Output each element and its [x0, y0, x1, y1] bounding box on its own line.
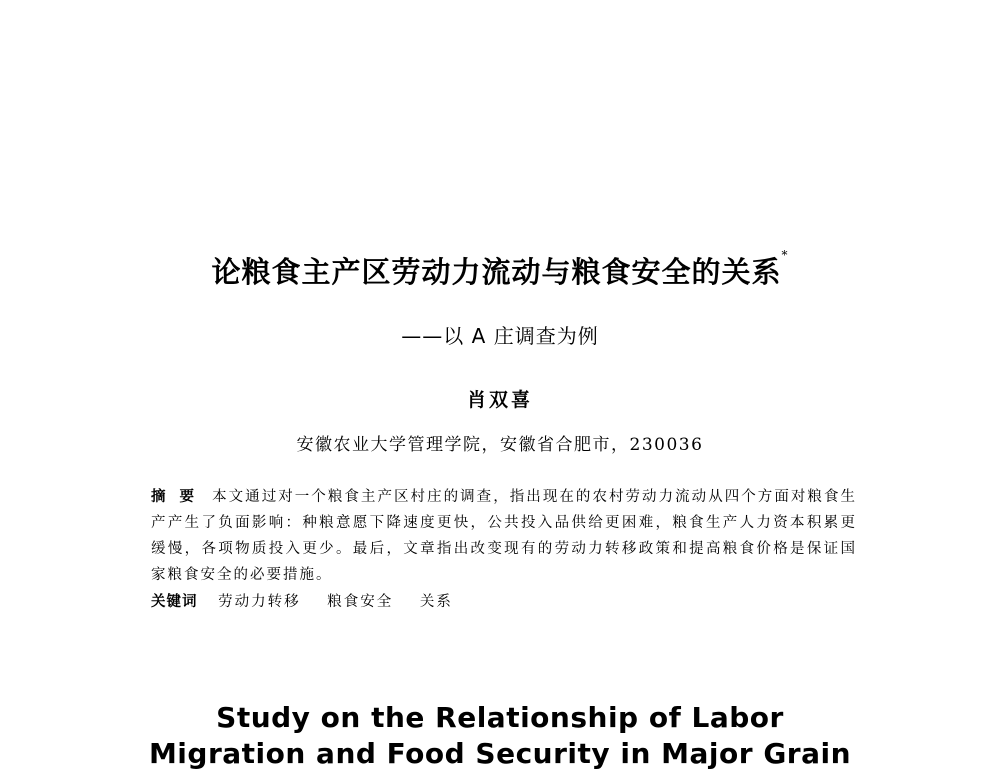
- title-footnote-mark: *: [781, 248, 789, 262]
- keyword-item: 粮食安全: [327, 594, 394, 610]
- abstract-text: 本文通过对一个粮食主产区村庄的调查，指出现在的农村劳动力流动从四个方面对粮食生产产生了负面影响：种粮意愿下降速度更快，公共投入品供给更困难，粮食生产人力资本积累更缓慢，各项物质投入更少。最后，文章指出改变现有的劳动力转移政策和提高粮食价格是保证国家粮食安全的必要措施。: [151, 489, 857, 583]
- chinese-subtitle: ——以 A 庄调查为例: [401, 324, 599, 348]
- chinese-title-text: 论粮食主产区劳动力流动与粮食安全的关系: [211, 255, 782, 289]
- english-title-line: Study on the Relationship of Labor: [216, 701, 784, 734]
- abstract-label: 摘要: [151, 488, 209, 505]
- keywords: [151, 590, 857, 614]
- chinese-title: [0, 250, 1000, 291]
- english-title: [0, 700, 1000, 772]
- abstract: [151, 484, 857, 588]
- keyword-item: 关系: [419, 594, 453, 610]
- keywords-label: 关键词: [151, 593, 198, 610]
- author-affiliation: 安徽农业大学管理学院，安徽省合肥市，230036: [296, 435, 704, 455]
- english-title-line: Migration and Food Security in Major Grain: [148, 737, 852, 770]
- keyword-item: 劳动力转移: [218, 594, 301, 610]
- author-name: 肖双喜: [466, 389, 533, 411]
